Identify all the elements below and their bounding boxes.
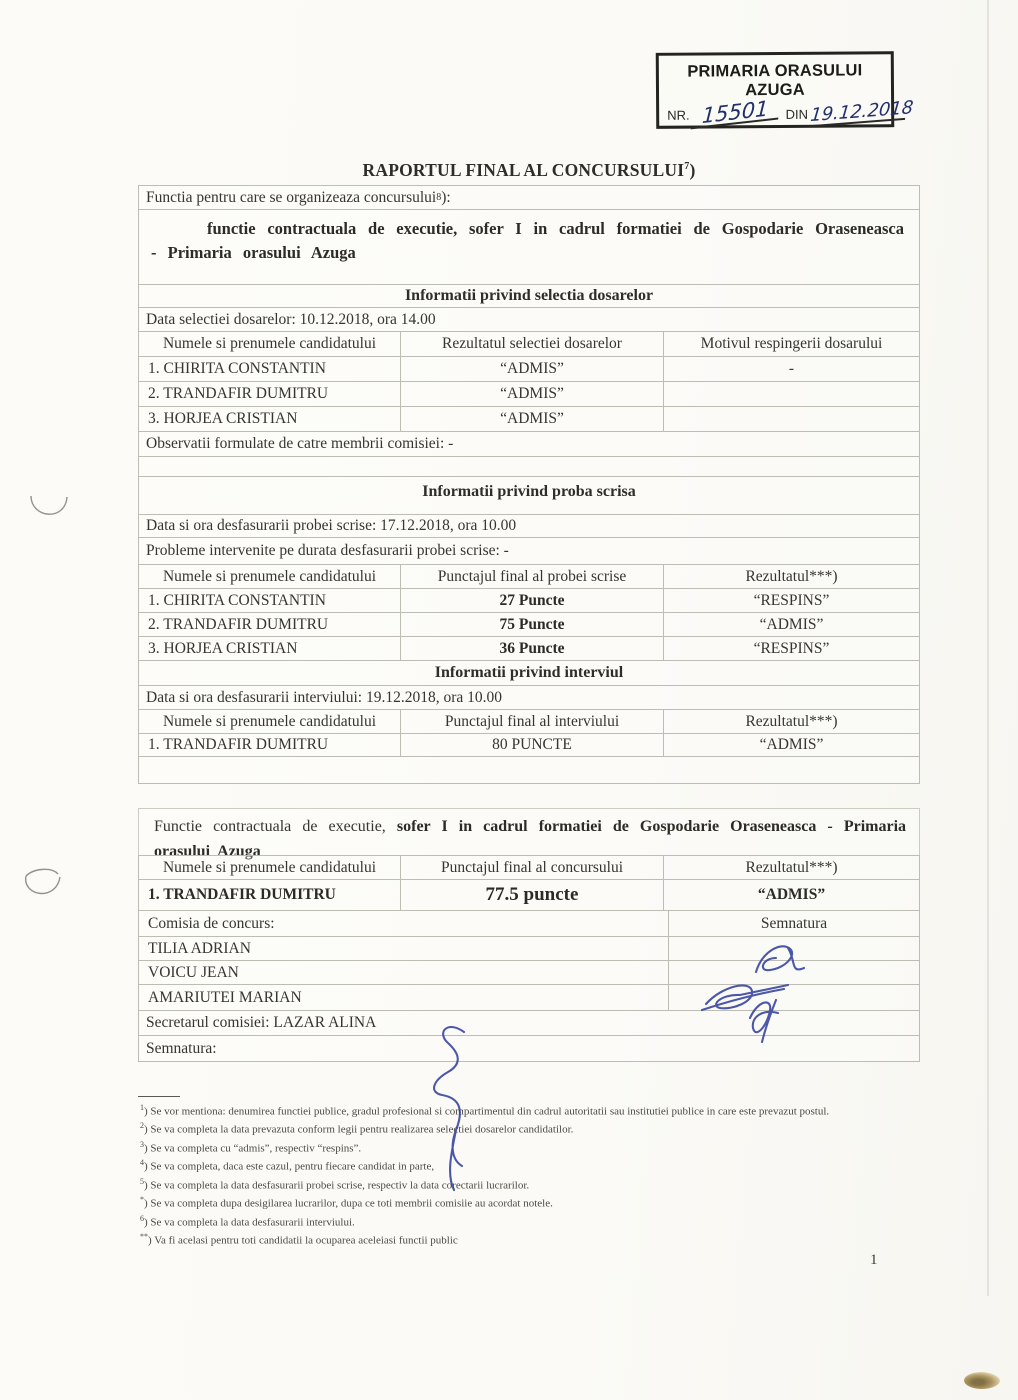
footnote-marker: 6 (140, 1213, 144, 1223)
cell-rezultat: “ADMIS” (401, 357, 664, 381)
stamp-din-label: DIN (785, 106, 809, 122)
cell-punctaj: 75 Puncte (401, 613, 664, 636)
cell-nume: 3. HORJEA CRISTIAN (139, 637, 401, 660)
cell-rezultat: “ADMIS” (401, 407, 664, 431)
footnote (140, 1175, 910, 1193)
final-description-bold: sofer I in cadrul formatiei de Gospodarie Oraseneasca - Primaria orasului Azuga (154, 818, 907, 860)
footnote (140, 1101, 910, 1119)
row-data-selectiei: Data selectiei dosarelor: 10.12.2018, ora 14.00 (138, 307, 920, 332)
section-header-interviu: Informatii privind interviul (138, 660, 920, 686)
footnote-text: ) Va fi acelasi pentru toti candidatii la ocuparea aceleiasi functii public (148, 1234, 458, 1247)
final-table-header (138, 855, 920, 880)
selectia-row (138, 381, 920, 407)
footnote-text: ) Se va completa, daca este cazul, pentru fiecare candidat in parte, (144, 1161, 435, 1174)
functia-label: Functia pentru care se organizeaza concursului (146, 188, 437, 206)
final-description-regular: Functie contractuala de executie, (154, 818, 386, 835)
page-title-footnote-ref: 7 (684, 161, 690, 173)
footnote (140, 1119, 910, 1137)
section-header-selectia: Informatii privind selectia dosarelor (138, 284, 920, 308)
selectia-table-header (138, 331, 920, 357)
footnote (140, 1193, 910, 1211)
comisia-label: Comisia de concurs: (139, 911, 669, 936)
punch-hole-artifact (28, 492, 70, 526)
corner-smudge (964, 1372, 1000, 1389)
footnote-marker: 4 (140, 1158, 144, 1168)
row-observatii: Observatii formulate de catre membrii comisiei: - (138, 431, 920, 457)
footnote-marker: * (140, 1195, 144, 1205)
selectia-row (138, 406, 920, 432)
member-signature-cell (669, 961, 919, 984)
stamp-number-line (659, 96, 914, 129)
report-table (138, 185, 920, 1062)
page-number: 1 (870, 1252, 878, 1268)
member-name: VOICU JEAN (139, 961, 669, 984)
col-header-motiv: Motivul respingerii dosarului (700, 335, 883, 352)
cell-motiv: - (788, 360, 795, 377)
footnote (140, 1230, 910, 1248)
proba-row (138, 636, 920, 661)
functia-footnote-ref: 8 (436, 192, 442, 203)
final-row (138, 879, 920, 911)
cell-nume: 2. TRANDAFIR DUMITRU (139, 613, 401, 636)
punch-hole-artifact (22, 864, 64, 904)
cell-rezultat: “RESPINS” (753, 591, 830, 609)
col-header-punctaj: Punctajul final al probei scrise (401, 565, 664, 588)
col-header-nume: Numele si prenumele candidatului (139, 565, 401, 588)
footnote (140, 1212, 910, 1230)
cell-nume: 1. TRANDAFIR DUMITRU (139, 880, 401, 910)
functie-description: functie contractuala de executie, sofer I in cadrul formatiei de Gospodarie Oraseneasca - Primaria orasului Azuga (151, 219, 904, 262)
cell-nume: 1. TRANDAFIR DUMITRU (139, 734, 401, 756)
cell-rezultat: “ADMIS” (757, 886, 826, 903)
cell-motiv (664, 407, 919, 431)
cell-punctaj: 36 Puncte (401, 637, 664, 660)
footnote-marker: 5 (140, 1176, 144, 1186)
cell-nume: 1. CHIRITA CONSTANTIN (139, 357, 401, 381)
cell-nume: 3. HORJEA CRISTIAN (139, 407, 401, 431)
footnote-marker: 3 (140, 1139, 144, 1149)
col-header-rezultat: Rezultatul***) (745, 567, 838, 585)
footnote-separator (138, 1096, 180, 1097)
col-header-nume: Numele si prenumele candidatului (139, 332, 401, 356)
page-title-text: RAPORTUL FINAL AL CONCURSULUI (362, 160, 685, 180)
cell-nume: 1. CHIRITA CONSTANTIN (139, 589, 401, 612)
cell-motiv (664, 382, 919, 406)
selectia-row (138, 356, 920, 382)
proba-row (138, 612, 920, 637)
cell-punctaj: 80 PUNCTE (401, 734, 664, 756)
footnote-marker: ** (140, 1232, 148, 1242)
cell-nume: 2. TRANDAFIR DUMITRU (139, 382, 401, 406)
row-empty (138, 456, 920, 477)
col-header-nume: Numele si prenumele candidatului (139, 710, 401, 733)
footnote-marker: 1 (140, 1103, 144, 1112)
cell-rezultat: “ADMIS” (401, 382, 664, 406)
row-data-proba-scrisa: Data si ora desfasurarii probei scrise: 17.12.2018, ora 10.00 (138, 514, 920, 538)
cell-rezultat: “ADMIS” (759, 615, 824, 633)
footnote-text: ) Se va completa dupa desigilarea lucrarilor, dupa ce toti membrii comisiie au acordat notele. (144, 1197, 553, 1210)
row-semnatura-secretar: Semnatura: (138, 1035, 920, 1062)
spacer (138, 784, 920, 809)
footnote-text: ) Se vor mentiona: denumirea functiei publice, gradul profesional si compartimentul din cadrul autoritatii sau institutiei publice in care este prevazut postul. (144, 1105, 830, 1118)
proba-table-header (138, 564, 920, 589)
row-functia-label (138, 185, 920, 210)
semnatura-header: Semnatura (760, 914, 828, 932)
cell-punctaj: 27 Puncte (401, 589, 664, 612)
comisia-member-row (138, 936, 920, 961)
col-header-punctaj: Punctajul final al interviului (401, 710, 664, 733)
page-title-close: ) (689, 160, 696, 180)
stamp-din-handwritten-value: 19.12.2018 (809, 97, 914, 127)
cell-rezultat: “ADMIS” (759, 736, 824, 753)
col-header-rezultat: Rezultatul***) (745, 858, 838, 876)
registration-stamp (656, 51, 914, 129)
comisia-header-row (138, 910, 920, 937)
scan-edge-line (987, 0, 989, 1296)
row-functie-description (138, 209, 920, 285)
comisia-member-row (138, 984, 920, 1011)
cell-punctaj: 77.5 puncte (401, 880, 664, 910)
stamp-nr-handwritten-value: 15501 (691, 97, 780, 129)
row-empty (138, 756, 920, 784)
functia-close: ): (441, 188, 451, 206)
interviu-table-header (138, 709, 920, 734)
section-header-proba-scrisa: Informatii privind proba scrisa (138, 476, 920, 515)
footnote-marker: 2 (140, 1121, 144, 1131)
row-secretar: Secretarul comisiei: LAZAR ALINA (138, 1010, 920, 1036)
page-title (138, 160, 920, 181)
footnote-text: ) Se va completa la data desfasurarii probei scrise, respectiv la data corectarii lucrarilor. (144, 1179, 530, 1192)
col-header-rezultat: Rezultatul selectiei dosarelor (401, 332, 664, 356)
footnote (140, 1156, 910, 1174)
stamp-organization: PRIMARIA ORASULUI AZUGA (687, 61, 863, 100)
cell-rezultat: “RESPINS” (753, 639, 830, 657)
footnote-text: ) Se va completa cu “admis”, respectiv “respins”. (144, 1142, 362, 1155)
row-final-description (138, 808, 920, 860)
proba-row (138, 588, 920, 613)
row-probleme: Probleme intervenite pe durata desfasurarii probei scrise: - (138, 537, 920, 565)
member-name: TILIA ADRIAN (139, 937, 669, 960)
footnote-text: ) Se va completa la data desfasurarii interviului. (144, 1216, 355, 1229)
footnotes (140, 1101, 910, 1249)
row-data-interviu: Data si ora desfasurarii interviului: 19.12.2018, ora 10.00 (138, 685, 920, 710)
footnote-text: ) Se va completa la data prevazuta conform legii pentru realizarea selectiei dosarelor candidatilor. (144, 1124, 574, 1137)
interviu-row (138, 733, 920, 757)
col-header-punctaj: Punctajul final al concursului (401, 856, 664, 879)
comisia-member-row (138, 960, 920, 985)
member-name: AMARIUTEI MARIAN (139, 985, 669, 1010)
member-signature-cell (669, 937, 919, 960)
col-header-rezultat: Rezultatul***) (745, 712, 838, 730)
col-header-nume: Numele si prenumele candidatului (139, 856, 401, 879)
member-signature-cell (669, 985, 919, 1010)
footnote (140, 1138, 910, 1156)
stamp-nr-label: NR. (667, 107, 690, 123)
